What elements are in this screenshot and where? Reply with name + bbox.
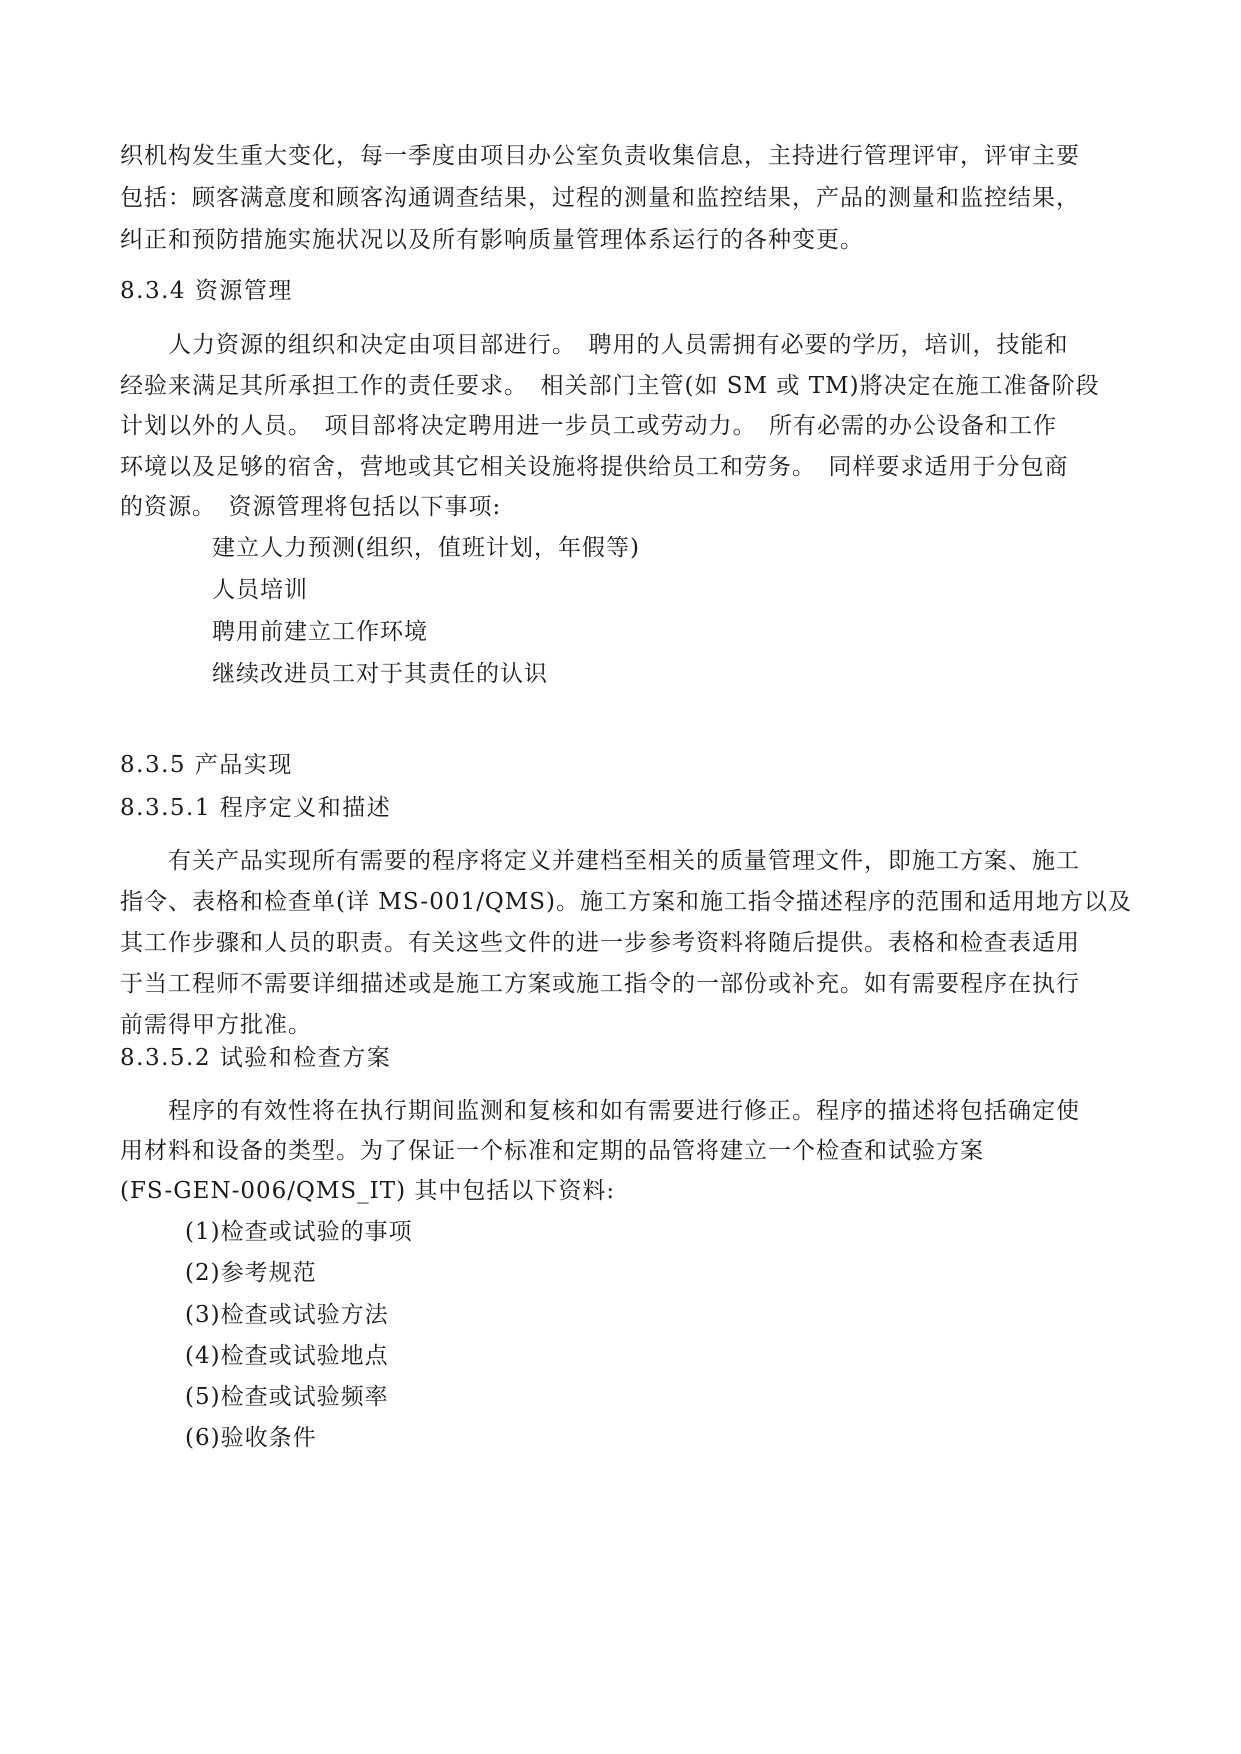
paragraph-line: 其工作步骤和人员的职责。有关这些文件的进一步参考资料将随后提供。表格和检查表适用 [120,930,1080,956]
paragraph-line: 指令、表格和检查单(详 MS-001/QMS)。施工方案和施工指令描述程序的范围和适用地方以及 [120,889,1132,915]
section-heading-8-3-5-1: 8.3.5.1 程序定义和描述 [120,795,392,821]
paragraph-line: 于当工程师不需要详细描述或是施工方案或施工指令的一部份或补充。如有需要程序在执行 [120,971,1080,997]
paragraph-line: 经验来满足其所承担工作的责任要求。 相关部门主管(如 SM 或 TM)將决定在施工准备阶段 [120,373,1100,399]
section-heading-8-3-5-2: 8.3.5.2 试验和检查方案 [120,1045,392,1071]
list-item: 聘用前建立工作环境 [212,619,428,645]
list-item: 人员培训 [212,577,308,603]
list-item: 继续改进员工对于其责任的认识 [212,661,548,687]
paragraph-line: (FS-GEN-006/QMS_IT) 其中包括以下资料: [120,1178,616,1204]
paragraph-line: 的资源。 资源管理将包括以下事项: [120,494,502,520]
paragraph-line: 包括：顾客满意度和顾客沟通调查结果，过程的测量和监控结果，产品的测量和监控结果， [120,185,1080,211]
list-item: (4)检查或试验地点 [185,1343,389,1369]
list-item: (5)检查或试验频率 [185,1384,389,1410]
section-heading-8-3-5: 8.3.5 产品实现 [120,752,293,778]
list-item: (1)检查或试验的事项 [185,1219,413,1245]
paragraph-line: 有关产品实现所有需要的程序将定义并建档至相关的质量管理文件，即施工方案、施工 [168,848,1080,874]
paragraph-line: 纠正和预防措施实施状况以及所有影响质量管理体系运行的各种变更。 [120,227,864,253]
section-heading-8-3-4: 8.3.4 资源管理 [120,278,293,304]
list-item: (2)参考规范 [185,1260,317,1286]
paragraph-line: 计划以外的人员。 项目部将决定聘用进一步员工或劳动力。 所有必需的办公设备和工作 [120,413,1057,439]
list-item: (3)检查或试验方法 [185,1302,389,1328]
paragraph-line: 人力资源的组织和决定由项目部进行。 聘用的人员需拥有必要的学历，培训，技能和 [168,332,1069,358]
paragraph-line: 用材料和设备的类型。为了保证一个标准和定期的品管将建立一个检查和试验方案 [120,1138,984,1164]
paragraph-line: 织机构发生重大变化，每一季度由项目办公室负责收集信息，主持进行管理评审，评审主要 [120,143,1080,169]
paragraph-line: 前需得甲方批准。 [120,1012,312,1038]
list-item: 建立人力预测(组织，值班计划，年假等) [212,535,640,561]
list-item: (6)验收条件 [185,1425,317,1451]
paragraph-line: 环境以及足够的宿舍，营地或其它相关设施将提供给员工和劳务。 同样要求适用于分包商 [120,454,1069,480]
paragraph-line: 程序的有效性将在执行期间监测和复核和如有需要进行修正。程序的描述将包括确定使 [168,1098,1080,1124]
